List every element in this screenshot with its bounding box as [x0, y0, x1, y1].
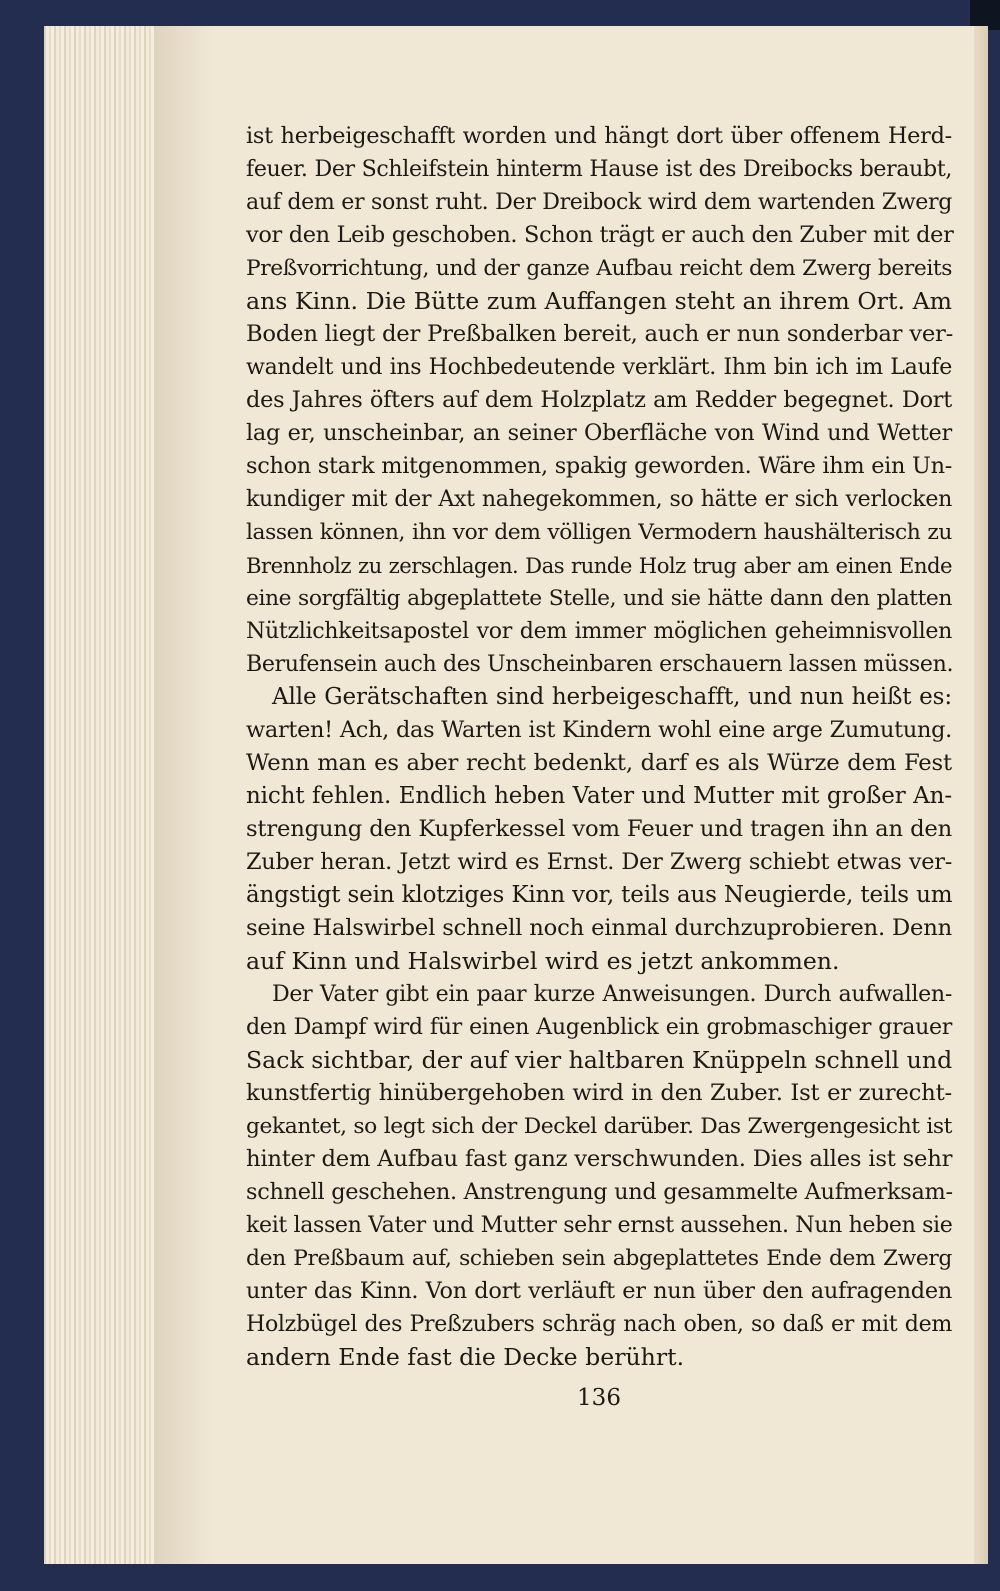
text-line: nicht fehlen. Endlich heben Vater und Mutter mit großer An-: [246, 783, 952, 809]
text-line: Nützlichkeitsapostel vor dem immer möglichen geheimnisvollen: [246, 618, 952, 644]
text-line: des Jahres öfters auf dem Holzplatz am Redder begegnet. Dort: [246, 387, 952, 413]
text-line: Der Vater gibt ein paar kurze Anweisungen. Durch aufwallen-: [272, 981, 952, 1007]
text-line: keit lassen Vater und Mutter sehr ernst aussehen. Nun heben sie: [246, 1212, 953, 1238]
text-line: Sack sichtbar, der auf vier haltbaren Knüppeln schnell und: [246, 1046, 953, 1074]
text-line: hinter dem Aufbau fast ganz verschwunden. Dies alles ist sehr: [246, 1146, 953, 1172]
text-line: auf Kinn und Halswirbel wird es jetzt ankommen.: [246, 947, 840, 975]
gutter-shadow: [154, 26, 214, 1564]
text-line: kunstfertig hinübergehoben wird in den Zuber. Ist er zurecht-: [246, 1080, 952, 1106]
text-line: Wenn man es aber recht bedenkt, darf es als Würze dem Fest: [246, 750, 952, 776]
text-line: andern Ende fast die Decke berührt.: [246, 1343, 685, 1371]
text-line: Boden liegt der Preßbalken bereit, auch er nun sonderbar ver-: [246, 321, 954, 347]
text-line: auf dem er sonst ruht. Der Dreibock wird dem wartenden Zwerg: [246, 189, 952, 215]
text-line: seine Halswirbel schnell noch einmal durchzuprobieren. Denn: [246, 915, 952, 941]
text-line: feuer. Der Schleifstein hinterm Hause ist des Dreibocks beraubt,: [246, 156, 952, 182]
text-line: strengung den Kupferkessel vom Feuer und tragen ihn an den: [246, 816, 952, 842]
text-line: vor den Leib geschoben. Schon trägt er auch den Zuber mit der: [246, 222, 954, 248]
text-line: den Dampf wird für einen Augenblick ein grobmaschiger grauer: [246, 1014, 952, 1040]
text-line: wandelt und ins Hochbedeutende verklärt. Ihm bin ich im Laufe: [246, 354, 952, 380]
text-line: Alle Gerätschaften sind herbeigeschafft, und nun heißt es:: [272, 684, 952, 710]
text-line: Holzbügel des Preßzubers schräg nach oben, so daß er mit dem: [246, 1311, 952, 1337]
text-line: ängstigt sein klotziges Kinn vor, teils aus Neugierde, teils um: [246, 882, 953, 908]
facing-page-edge: [974, 26, 988, 1564]
text-line: Berufensein auch des Unscheinbaren erschauern lassen müssen.: [246, 651, 954, 677]
text-line: ist herbeigeschafft worden und hängt dort über offenem Herd-: [246, 123, 952, 149]
page-number: 136: [577, 1385, 621, 1411]
page-edges: [44, 26, 154, 1564]
text-line: gekantet, so legt sich der Deckel darüber. Das Zwergengesicht ist: [246, 1114, 952, 1139]
text-line: Zuber heran. Jetzt wird es Ernst. Der Zwerg schiebt etwas ver-: [246, 849, 952, 875]
text-line: den Preßbaum auf, schieben sein abgeplattetes Ende dem Zwerg: [246, 1246, 952, 1271]
text-line: Preßvorrichtung, und der ganze Aufbau reicht dem Zwerg bereits: [246, 256, 952, 281]
text-line: lassen können, ihn vor dem völligen Vermodern haushälterisch zu: [246, 520, 952, 545]
page-footer: [246, 0, 952, 1591]
text-line: schon stark mitgenommen, spakig geworden. Wäre ihm ein Un-: [246, 453, 952, 479]
text-line: lag er, unscheinbar, an seiner Oberfläche von Wind und Wetter: [246, 420, 952, 446]
text-line: eine sorgfältig abgeplattete Stelle, und sie hätte dann den platten: [246, 586, 952, 611]
text-line: warten! Ach, das Warten ist Kindern wohl eine arge Zumutung.: [246, 717, 952, 743]
text-line: kundiger mit der Axt nahegekommen, so hätte er sich verlocken: [246, 486, 952, 512]
text-line: schnell geschehen. Anstrengung und gesammelte Aufmerksam-: [246, 1179, 953, 1205]
text-line: unter das Kinn. Von dort verläuft er nun über den aufragenden: [246, 1278, 952, 1304]
text-line: ans Kinn. Die Bütte zum Auffangen steht an ihrem Ort. Am: [246, 287, 952, 315]
text-line: Brennholz zu zerschlagen. Das runde Holz trug aber am einen Ende: [246, 553, 952, 578]
